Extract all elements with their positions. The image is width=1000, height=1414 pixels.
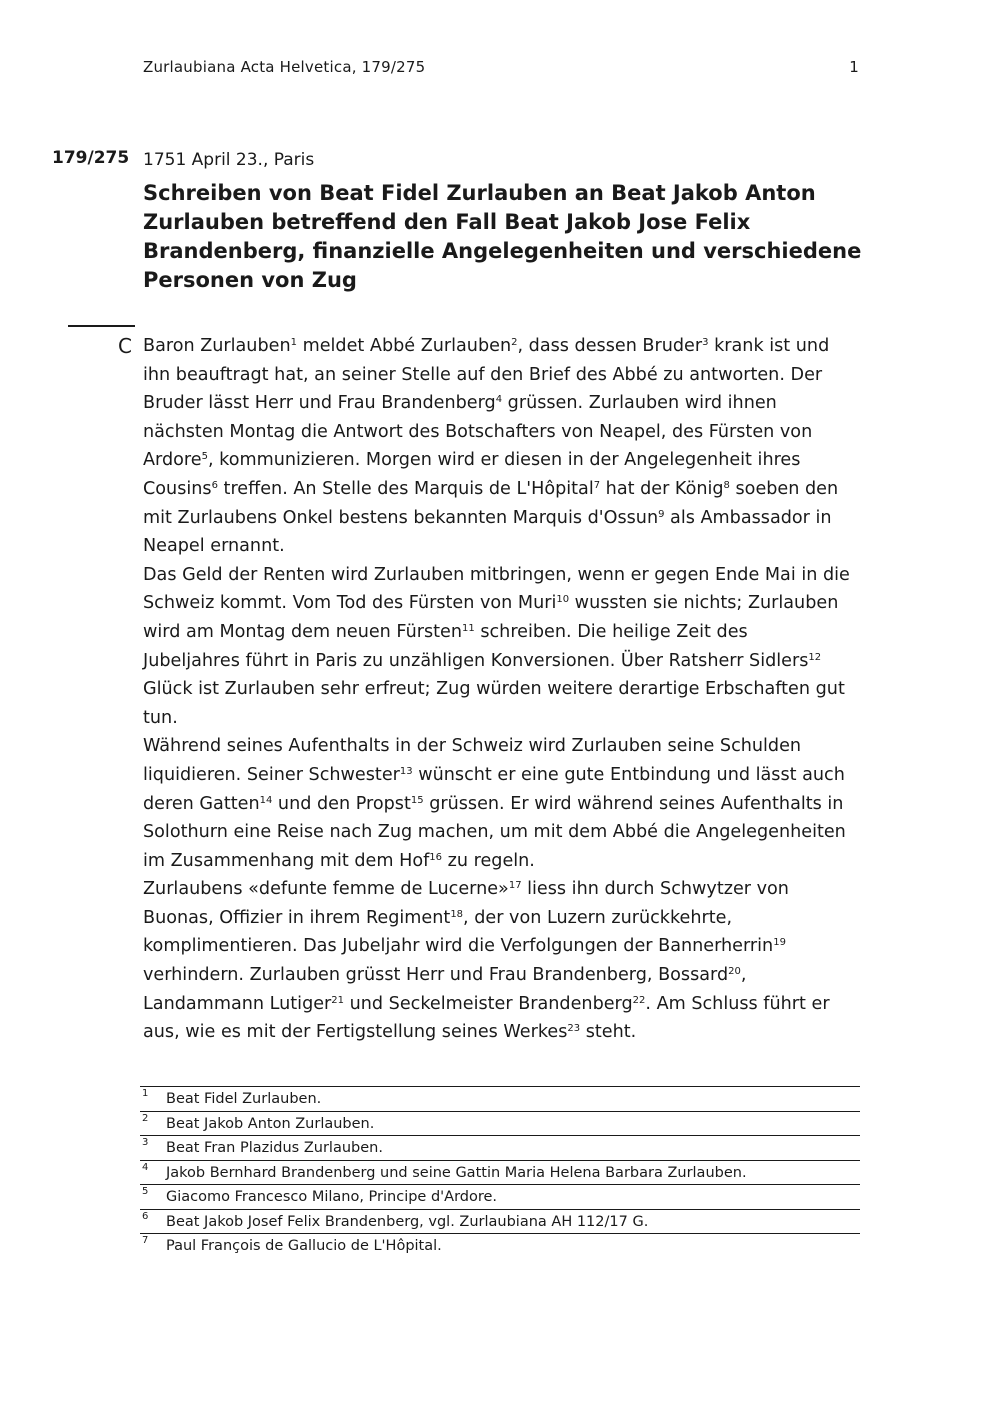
footnote	[140, 1111, 860, 1136]
footnote-marker: 14	[259, 794, 273, 806]
body-text-segment: ihn beauftragt hat, an seiner Stelle auf den Brief des Abbé zu antworten. Der	[143, 364, 823, 385]
body-text-segment: grüssen. Er wird während seines Aufenthalts in	[423, 793, 844, 814]
body-text-segment: und Seckelmeister Brandenberg	[344, 993, 633, 1014]
body-text-segment: krank ist und	[708, 336, 830, 356]
body-text-segment: , kommunizieren. Morgen wird er diesen in der Angelegenheit ihres	[207, 450, 801, 471]
body-line	[143, 332, 873, 361]
body-text-segment: , dass dessen Bruder	[517, 336, 703, 356]
body-line	[143, 446, 873, 475]
body-text-segment: aus, wie es mit der Fertigstellung seines Werkes	[143, 1022, 568, 1043]
footnote	[140, 1160, 860, 1185]
body-text-segment: wussten sie nichts; Zurlauben	[569, 593, 839, 614]
body-line	[143, 618, 873, 647]
body-text-segment: ,	[740, 965, 747, 986]
footnote-marker: 18	[450, 908, 464, 920]
body-text-segment: liquidieren. Seiner Schwester	[143, 764, 400, 785]
body-text-segment: mit Zurlaubens Onkel bestens bekannten Marquis d'Ossun	[143, 507, 659, 528]
footnote-number: 6	[142, 1210, 149, 1222]
footnote-number: 5	[142, 1186, 149, 1197]
footnote-marker: 2	[511, 337, 518, 348]
footnote-marker: 10	[556, 594, 570, 606]
body-line	[143, 418, 873, 447]
footnote-marker: 21	[331, 994, 345, 1006]
body-text-segment: Solothurn eine Reise nach Zug machen, um mit dem Abbé die Angelegenheiten	[143, 822, 846, 843]
footnote-marker: 8	[723, 479, 730, 491]
body-text-segment: Buonas, Offizier in ihrem Regiment	[143, 907, 451, 928]
footnote-marker: 5	[201, 451, 208, 463]
document-code: C	[118, 334, 132, 358]
body-line	[143, 475, 873, 504]
running-title: Zurlaubiana Acta Helvetica, 179/275	[143, 58, 426, 76]
footnote-marker: 13	[399, 765, 413, 777]
footnote-marker: 4	[495, 394, 503, 406]
body-line	[143, 361, 873, 390]
body-line	[143, 589, 873, 618]
body-line	[143, 389, 873, 418]
footnote-text: Beat Jakob Anton Zurlauben.	[166, 1115, 375, 1132]
body-text-segment: Jubeljahres führt in Paris zu unzähligen Konversionen. Über Ratsherr Sidlers	[143, 650, 809, 671]
title-line: Personen von Zug	[143, 268, 357, 292]
footnotes	[140, 1086, 860, 1258]
footnote-text: Beat Jakob Josef Felix Brandenberg, vgl. Zurlaubiana AH 112/17 G.	[166, 1213, 649, 1230]
footnote-text: Giacomo Francesco Milano, Principe d'Ardore.	[166, 1189, 498, 1205]
body-line	[143, 647, 873, 676]
title-line: Zurlauben betreffend den Fall Beat Jakob Jose Felix	[143, 210, 751, 234]
body-line	[143, 875, 873, 904]
footnote-marker: 15	[410, 794, 424, 806]
page-number: 1	[849, 58, 859, 76]
body-text-segment: grüssen. Zurlauben wird ihnen	[502, 393, 777, 414]
body-text-segment: liess ihn durch Schwytzer von	[521, 879, 789, 900]
footnote-marker: 1	[290, 337, 297, 348]
body-text-segment: wünscht er eine gute Entbindung und lässt auch	[412, 764, 845, 785]
footnote	[140, 1184, 860, 1209]
body-line	[143, 904, 873, 933]
footnote-marker: 7	[593, 479, 601, 491]
document-title	[143, 179, 862, 295]
footnote-marker: 19	[773, 937, 786, 949]
body-text-segment: Zurlaubens «defunte femme de Lucerne»	[143, 879, 509, 900]
body-text-segment: im Zusammenhang mit dem Hof	[143, 850, 430, 871]
body-text-segment: deren Gatten	[143, 793, 260, 814]
title-line: Schreiben von Beat Fidel Zurlauben an Beat Jakob Anton	[143, 181, 816, 205]
body-text-segment: als Ambassador in	[664, 507, 832, 528]
body-text-segment: verhindern. Zurlauben grüsst Herr und Frau Brandenberg, Bossard	[143, 965, 729, 986]
footnote-marker: 20	[728, 966, 741, 978]
body-text-segment: Baron Zurlauben	[143, 336, 291, 356]
footnote-marker: 9	[658, 508, 665, 520]
footnote-marker: 22	[632, 994, 646, 1006]
body-text-segment: Das Geld der Renten wird Zurlauben mitbringen, wenn er gegen Ende Mai in die	[143, 564, 850, 585]
body-text-segment: meldet Abbé Zurlauben	[296, 336, 512, 356]
running-header	[143, 58, 859, 82]
body-text-segment: Schweiz kommt. Vom Tod des Fürsten von Muri	[143, 593, 557, 614]
footnote-marker: 12	[808, 651, 822, 663]
body-text-segment: schreiben. Die heilige Zeit des	[474, 621, 748, 642]
body-text-segment: und den Propst	[272, 793, 411, 814]
footnote-number: 1	[142, 1088, 149, 1099]
footnote-text: Beat Fidel Zurlauben.	[166, 1091, 322, 1107]
footnote-marker: 11	[462, 622, 475, 634]
body-line	[143, 932, 873, 961]
footnote-number: 2	[142, 1112, 149, 1124]
body-text-segment: hat der König	[600, 478, 724, 499]
section-rule	[68, 325, 135, 327]
body-line	[143, 504, 873, 533]
body-line	[143, 761, 873, 790]
footnote-number: 3	[142, 1137, 149, 1148]
body-text-segment: steht.	[580, 1022, 637, 1043]
body-line	[143, 532, 873, 561]
body-line	[143, 818, 873, 847]
body-text-segment: tun.	[143, 707, 178, 728]
body-text-segment: Glück ist Zurlauben sehr erfreut; Zug würden weitere derartige Erbschaften gut	[143, 679, 845, 700]
body-text-segment: treffen. An Stelle des Marquis de L'Hôpital	[217, 478, 594, 499]
body-text-segment: komplimentieren. Das Jubeljahr wird die Verfolgungen der Bannerherrin	[143, 936, 774, 957]
footnote	[140, 1209, 860, 1234]
footnote	[140, 1233, 860, 1258]
body-text-segment: nächsten Montag die Antwort des Botschafters von Neapel, des Fürsten von	[143, 421, 813, 442]
body-line	[143, 847, 873, 876]
body-text-segment: Ardore	[143, 450, 202, 471]
body-text-segment: Neapel ernannt.	[143, 536, 285, 557]
body-line	[143, 732, 873, 761]
body-line	[143, 961, 873, 990]
body-line	[143, 990, 873, 1019]
title-line: Brandenberg, finanzielle Angelegenheiten und verschiedene	[143, 239, 862, 263]
body-text-segment: Während seines Aufenthalts in der Schweiz wird Zurlauben seine Schulden	[143, 736, 802, 757]
footnote-text: Paul François de Gallucio de L'Hôpital.	[166, 1238, 442, 1254]
body-text-segment: , der von Luzern zurückkehrte,	[463, 907, 733, 928]
body-line	[143, 561, 873, 590]
body-line	[143, 675, 873, 704]
footnote-marker: 16	[429, 851, 443, 863]
footnote	[140, 1086, 860, 1111]
body-line	[143, 790, 873, 819]
body-text-segment: soeben den	[729, 478, 839, 499]
footnote-number: 7	[142, 1235, 149, 1246]
footnote-text: Jakob Bernhard Brandenberg und seine Gattin Maria Helena Barbara Zurlauben.	[166, 1164, 747, 1181]
body-text-segment: Landammann Lutiger	[143, 993, 332, 1014]
body-text-segment: . Am Schluss führt er	[645, 993, 830, 1014]
footnote-marker: 23	[567, 1023, 581, 1035]
document-number: 179/275	[52, 148, 130, 168]
date-place: 1751 April 23., Paris	[143, 150, 315, 170]
footnote-marker: 17	[508, 880, 522, 892]
body-line	[143, 704, 873, 733]
body-text-segment: Cousins	[143, 478, 212, 499]
body-line	[143, 1018, 873, 1047]
footnote-text: Beat Fran Plazidus Zurlauben.	[166, 1140, 383, 1156]
body-text-segment: Bruder lässt Herr und Frau Brandenberg	[143, 393, 496, 414]
footnote-marker: 3	[702, 337, 709, 348]
body-text-segment: zu regeln.	[442, 850, 535, 871]
body-text-segment: wird am Montag dem neuen Fürsten	[143, 621, 463, 642]
footnote-number: 4	[142, 1161, 149, 1173]
footnote-marker: 6	[211, 479, 218, 491]
abstract-body	[143, 332, 873, 1047]
footnote	[140, 1135, 860, 1160]
